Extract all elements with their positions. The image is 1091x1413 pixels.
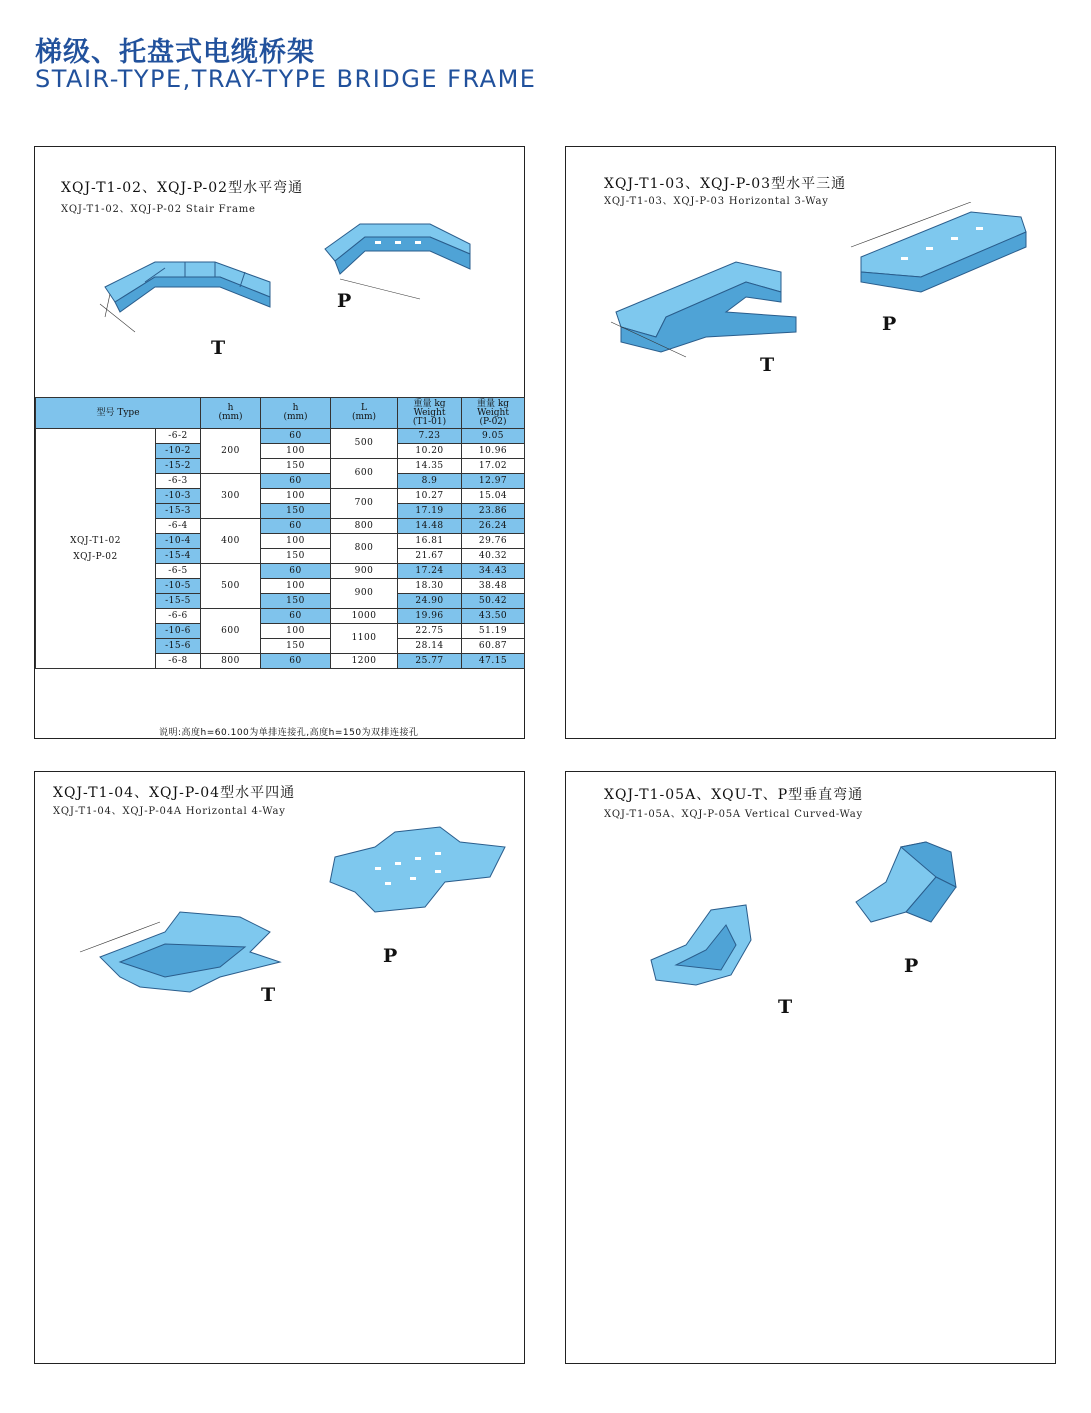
weight-cell: 24.90 — [398, 594, 462, 609]
height-cell: 60 — [261, 564, 331, 579]
width-cell: 400 — [201, 519, 261, 564]
panel-horizontal-3way — [565, 146, 1056, 739]
code-cell: -10-5 — [156, 579, 201, 594]
height-cell: 60 — [261, 429, 331, 444]
code-cell: -15-4 — [156, 549, 201, 564]
height-cell: 100 — [261, 444, 331, 459]
page-subtitle: STAIR-TYPE,TRAY-TYPE BRIDGE FRAME — [35, 65, 537, 93]
height-cell: 150 — [261, 504, 331, 519]
label-p: P — [337, 290, 352, 312]
weight-cell: 50.42 — [462, 594, 525, 609]
label-p: P — [904, 955, 919, 977]
weight-cell: 29.76 — [462, 534, 525, 549]
tray-4way-diagram — [315, 822, 515, 922]
label-t: T — [211, 337, 226, 359]
height-cell: 150 — [261, 594, 331, 609]
weight-cell: 16.81 — [398, 534, 462, 549]
height-cell: 60 — [261, 519, 331, 534]
height-cell: 150 — [261, 639, 331, 654]
length-cell: 1200 — [331, 654, 398, 669]
weight-cell: 10.27 — [398, 489, 462, 504]
weight-cell: 22.75 — [398, 624, 462, 639]
weight-cell: 28.14 — [398, 639, 462, 654]
panel-vertical-curved — [565, 771, 1056, 1364]
weight-cell: 51.19 — [462, 624, 525, 639]
stair-4way-diagram — [70, 892, 300, 997]
height-cell: 100 — [261, 534, 331, 549]
width-cell: 500 — [201, 564, 261, 609]
weight-cell: 9.05 — [462, 429, 525, 444]
code-cell: -6-4 — [156, 519, 201, 534]
code-cell: -6-3 — [156, 474, 201, 489]
table-header-cell: L (mm) — [331, 398, 398, 429]
length-cell: 800 — [331, 534, 398, 564]
height-cell: 150 — [261, 459, 331, 474]
weight-cell: 17.24 — [398, 564, 462, 579]
height-cell: 100 — [261, 489, 331, 504]
length-cell: 1000 — [331, 609, 398, 624]
weight-cell: 14.35 — [398, 459, 462, 474]
table-note: 说明:高度h=60.100为单排连接孔,高度h=150为双排连接孔 — [159, 728, 419, 738]
panel-horizontal-elbow — [34, 146, 525, 739]
spec-table — [35, 397, 525, 669]
height-cell: 60 — [261, 654, 331, 669]
length-cell: 700 — [331, 489, 398, 519]
table-header-cell: 型号 Type — [36, 398, 201, 429]
label-p: P — [383, 945, 398, 967]
length-cell: 1100 — [331, 624, 398, 654]
weight-cell: 8.9 — [398, 474, 462, 489]
panel-title: XQJ-T1-03、XQJ-P-03型水平三通 — [604, 176, 847, 192]
panel-subtitle: XQJ-T1-03、XQJ-P-03 Horizontal 3-Way — [604, 196, 829, 207]
table-header-cell: h (mm) — [201, 398, 261, 429]
weight-cell: 12.97 — [462, 474, 525, 489]
tray-vertical-diagram — [846, 822, 976, 937]
length-cell: 800 — [331, 519, 398, 534]
panel-title: XQJ-T1-05A、XQU-T、P型垂直弯通 — [604, 787, 864, 803]
width-cell: 300 — [201, 474, 261, 519]
table-header-cell: h (mm) — [261, 398, 331, 429]
stair-3way-diagram — [606, 252, 816, 362]
stair-vertical-diagram — [636, 890, 786, 1000]
code-cell: -15-6 — [156, 639, 201, 654]
code-cell: -10-4 — [156, 534, 201, 549]
weight-cell: 40.32 — [462, 549, 525, 564]
height-cell: 100 — [261, 624, 331, 639]
height-cell: 150 — [261, 549, 331, 564]
table-header-cell: 重量 kg Weight (T1-01) — [398, 398, 462, 429]
weight-cell: 14.48 — [398, 519, 462, 534]
height-cell: 100 — [261, 579, 331, 594]
weight-cell: 17.19 — [398, 504, 462, 519]
weight-cell: 26.24 — [462, 519, 525, 534]
length-cell: 900 — [331, 564, 398, 579]
code-cell: -10-6 — [156, 624, 201, 639]
stair-elbow-diagram — [95, 242, 305, 342]
code-cell: -15-3 — [156, 504, 201, 519]
code-cell: -15-2 — [156, 459, 201, 474]
weight-cell: 23.86 — [462, 504, 525, 519]
weight-cell: 7.23 — [398, 429, 462, 444]
length-cell: 500 — [331, 429, 398, 459]
code-cell: -15-5 — [156, 594, 201, 609]
panel-subtitle: XQJ-T1-02、XQJ-P-02 Stair Frame — [61, 204, 256, 215]
code-cell: -10-3 — [156, 489, 201, 504]
panel-horizontal-4way — [34, 771, 525, 1364]
weight-cell: 18.30 — [398, 579, 462, 594]
width-cell: 600 — [201, 609, 261, 654]
label-t: T — [760, 354, 775, 376]
code-cell: -6-5 — [156, 564, 201, 579]
label-p: P — [882, 313, 897, 335]
label-t: T — [261, 984, 276, 1006]
panel-title: XQJ-T1-04、XQJ-P-04型水平四通 — [53, 785, 296, 801]
tray-elbow-diagram — [300, 209, 500, 304]
table-header-cell: 重量 kg Weight (P-02) — [462, 398, 525, 429]
height-cell: 60 — [261, 474, 331, 489]
width-cell: 800 — [201, 654, 261, 669]
page-title: 梯级、托盘式电缆桥架 — [35, 37, 315, 68]
panel-subtitle: XQJ-T1-04、XQJ-P-04A Horizontal 4-Way — [53, 806, 286, 817]
panel-subtitle: XQJ-T1-05A、XQJ-P-05A Vertical Curved-Way — [604, 809, 863, 820]
type-cell: XQJ-T1-02 XQJ-P-02 — [36, 429, 156, 669]
code-cell: -6-2 — [156, 429, 201, 444]
weight-cell: 15.04 — [462, 489, 525, 504]
panel-title: XQJ-T1-02、XQJ-P-02型水平弯通 — [61, 180, 304, 196]
weight-cell: 25.77 — [398, 654, 462, 669]
weight-cell: 10.20 — [398, 444, 462, 459]
code-cell: -10-2 — [156, 444, 201, 459]
weight-cell: 17.02 — [462, 459, 525, 474]
weight-cell: 10.96 — [462, 444, 525, 459]
label-t: T — [778, 996, 793, 1018]
weight-cell: 21.67 — [398, 549, 462, 564]
height-cell: 60 — [261, 609, 331, 624]
code-cell: -6-6 — [156, 609, 201, 624]
weight-cell: 34.43 — [462, 564, 525, 579]
weight-cell: 47.15 — [462, 654, 525, 669]
weight-cell: 38.48 — [462, 579, 525, 594]
weight-cell: 60.87 — [462, 639, 525, 654]
length-cell: 900 — [331, 579, 398, 609]
tray-3way-diagram — [831, 202, 1031, 297]
length-cell: 600 — [331, 459, 398, 489]
table-row — [36, 429, 525, 444]
width-cell: 200 — [201, 429, 261, 474]
code-cell: -6-8 — [156, 654, 201, 669]
weight-cell: 43.50 — [462, 609, 525, 624]
weight-cell: 19.96 — [398, 609, 462, 624]
